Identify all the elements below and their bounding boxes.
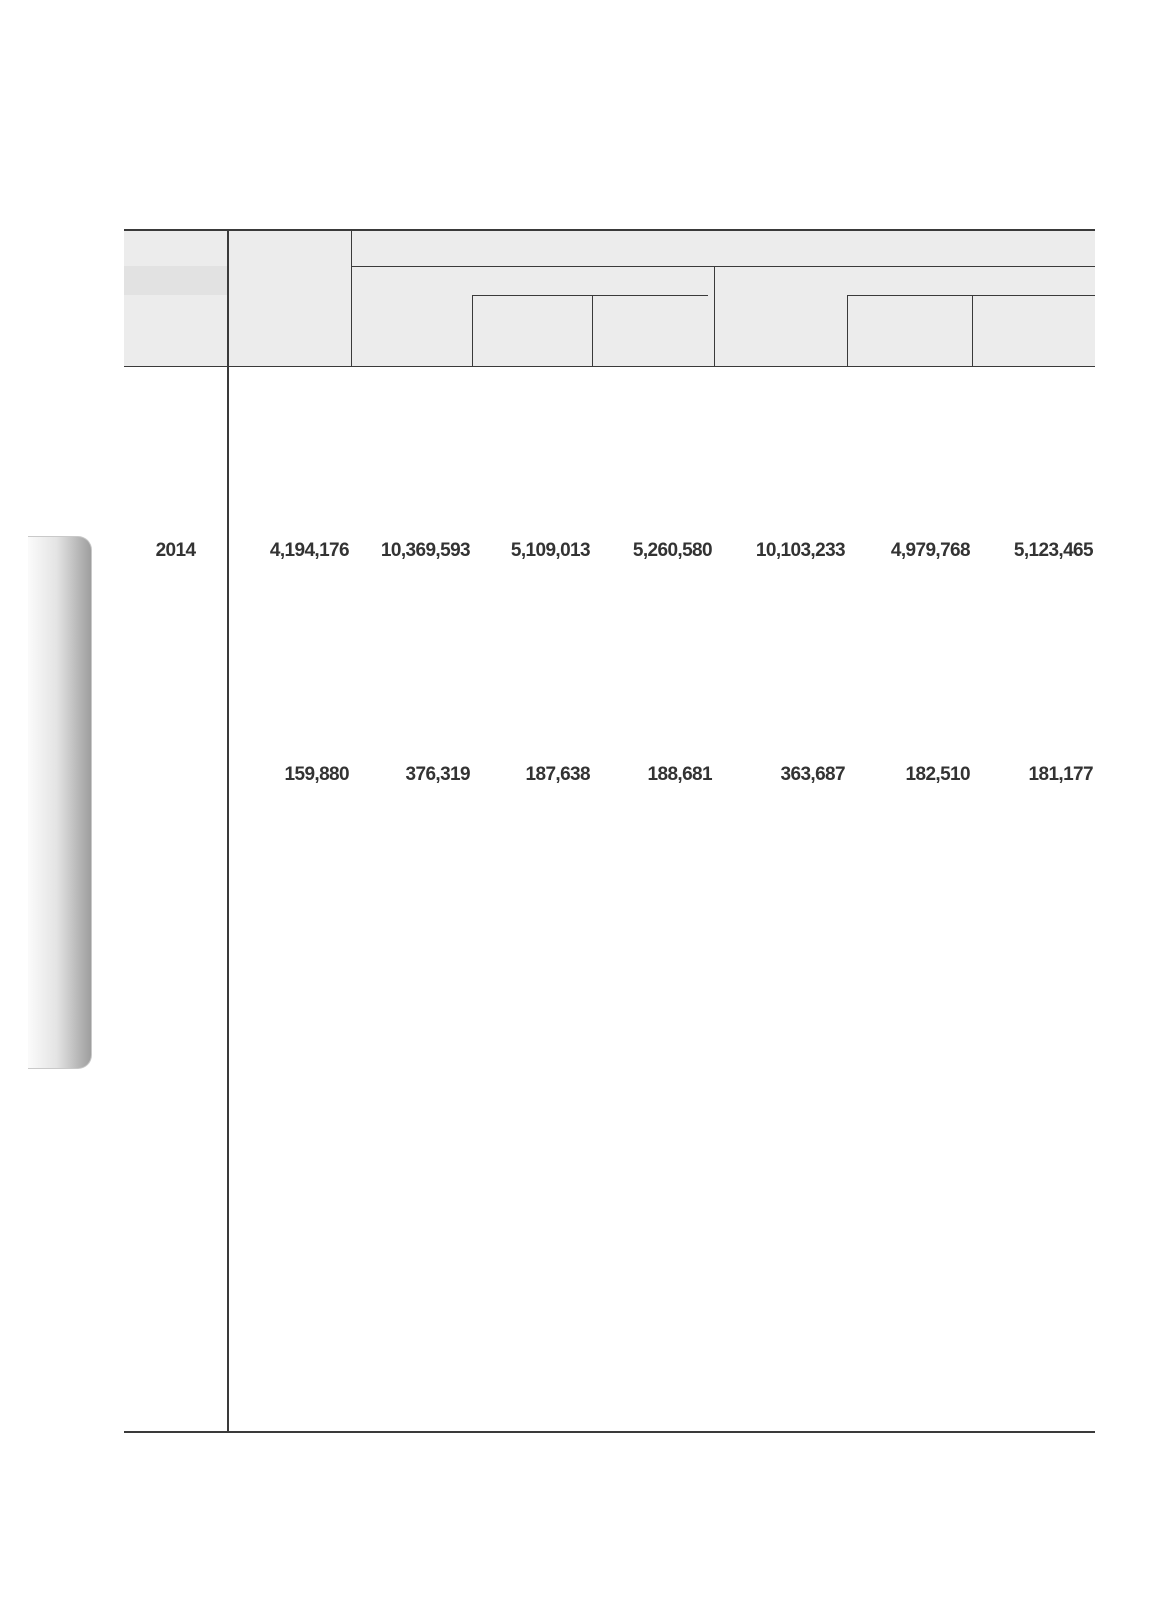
row-1-col-4: 5,260,580 <box>632 540 712 561</box>
row-2-col-2: 376,319 <box>405 764 470 785</box>
header-divider-2 <box>472 295 473 367</box>
header-rule-level-2-right <box>847 295 1095 296</box>
row-2-col-5: 363,687 <box>780 764 845 785</box>
header-divider-5 <box>847 295 848 367</box>
row-2-col-6: 182,510 <box>905 764 970 785</box>
header-divider-1 <box>351 229 352 367</box>
row-2-col-4: 188,681 <box>647 764 712 785</box>
year-column-divider <box>227 229 229 1433</box>
side-tab <box>28 536 92 1069</box>
row-1-col-1: 4,194,176 <box>269 540 349 561</box>
row-2-col-7: 181,177 <box>1028 764 1093 785</box>
row-2-col-3: 187,638 <box>525 764 590 785</box>
header-divider-6 <box>972 295 973 367</box>
table-bottom-rule <box>124 1431 1095 1433</box>
row-1-col-7: 5,123,465 <box>1013 540 1093 561</box>
header-band <box>124 266 227 295</box>
table-top-rule <box>124 229 1095 231</box>
table-header <box>124 229 1095 367</box>
header-rule-level-2-left <box>472 295 708 296</box>
row-1-col-6: 4,979,768 <box>890 540 970 561</box>
row-1-col-5: 10,103,233 <box>755 540 845 561</box>
header-divider-3 <box>592 295 593 367</box>
data-table <box>124 229 1095 1433</box>
header-divider-4 <box>714 266 715 367</box>
header-bottom-rule <box>124 366 1095 367</box>
row-1-year: 2014 <box>155 540 196 561</box>
row-1-col-2: 10,369,593 <box>380 540 470 561</box>
row-1-col-3: 5,109,013 <box>510 540 590 561</box>
row-2-col-1: 159,880 <box>284 764 349 785</box>
header-rule-level-1 <box>351 266 1095 267</box>
